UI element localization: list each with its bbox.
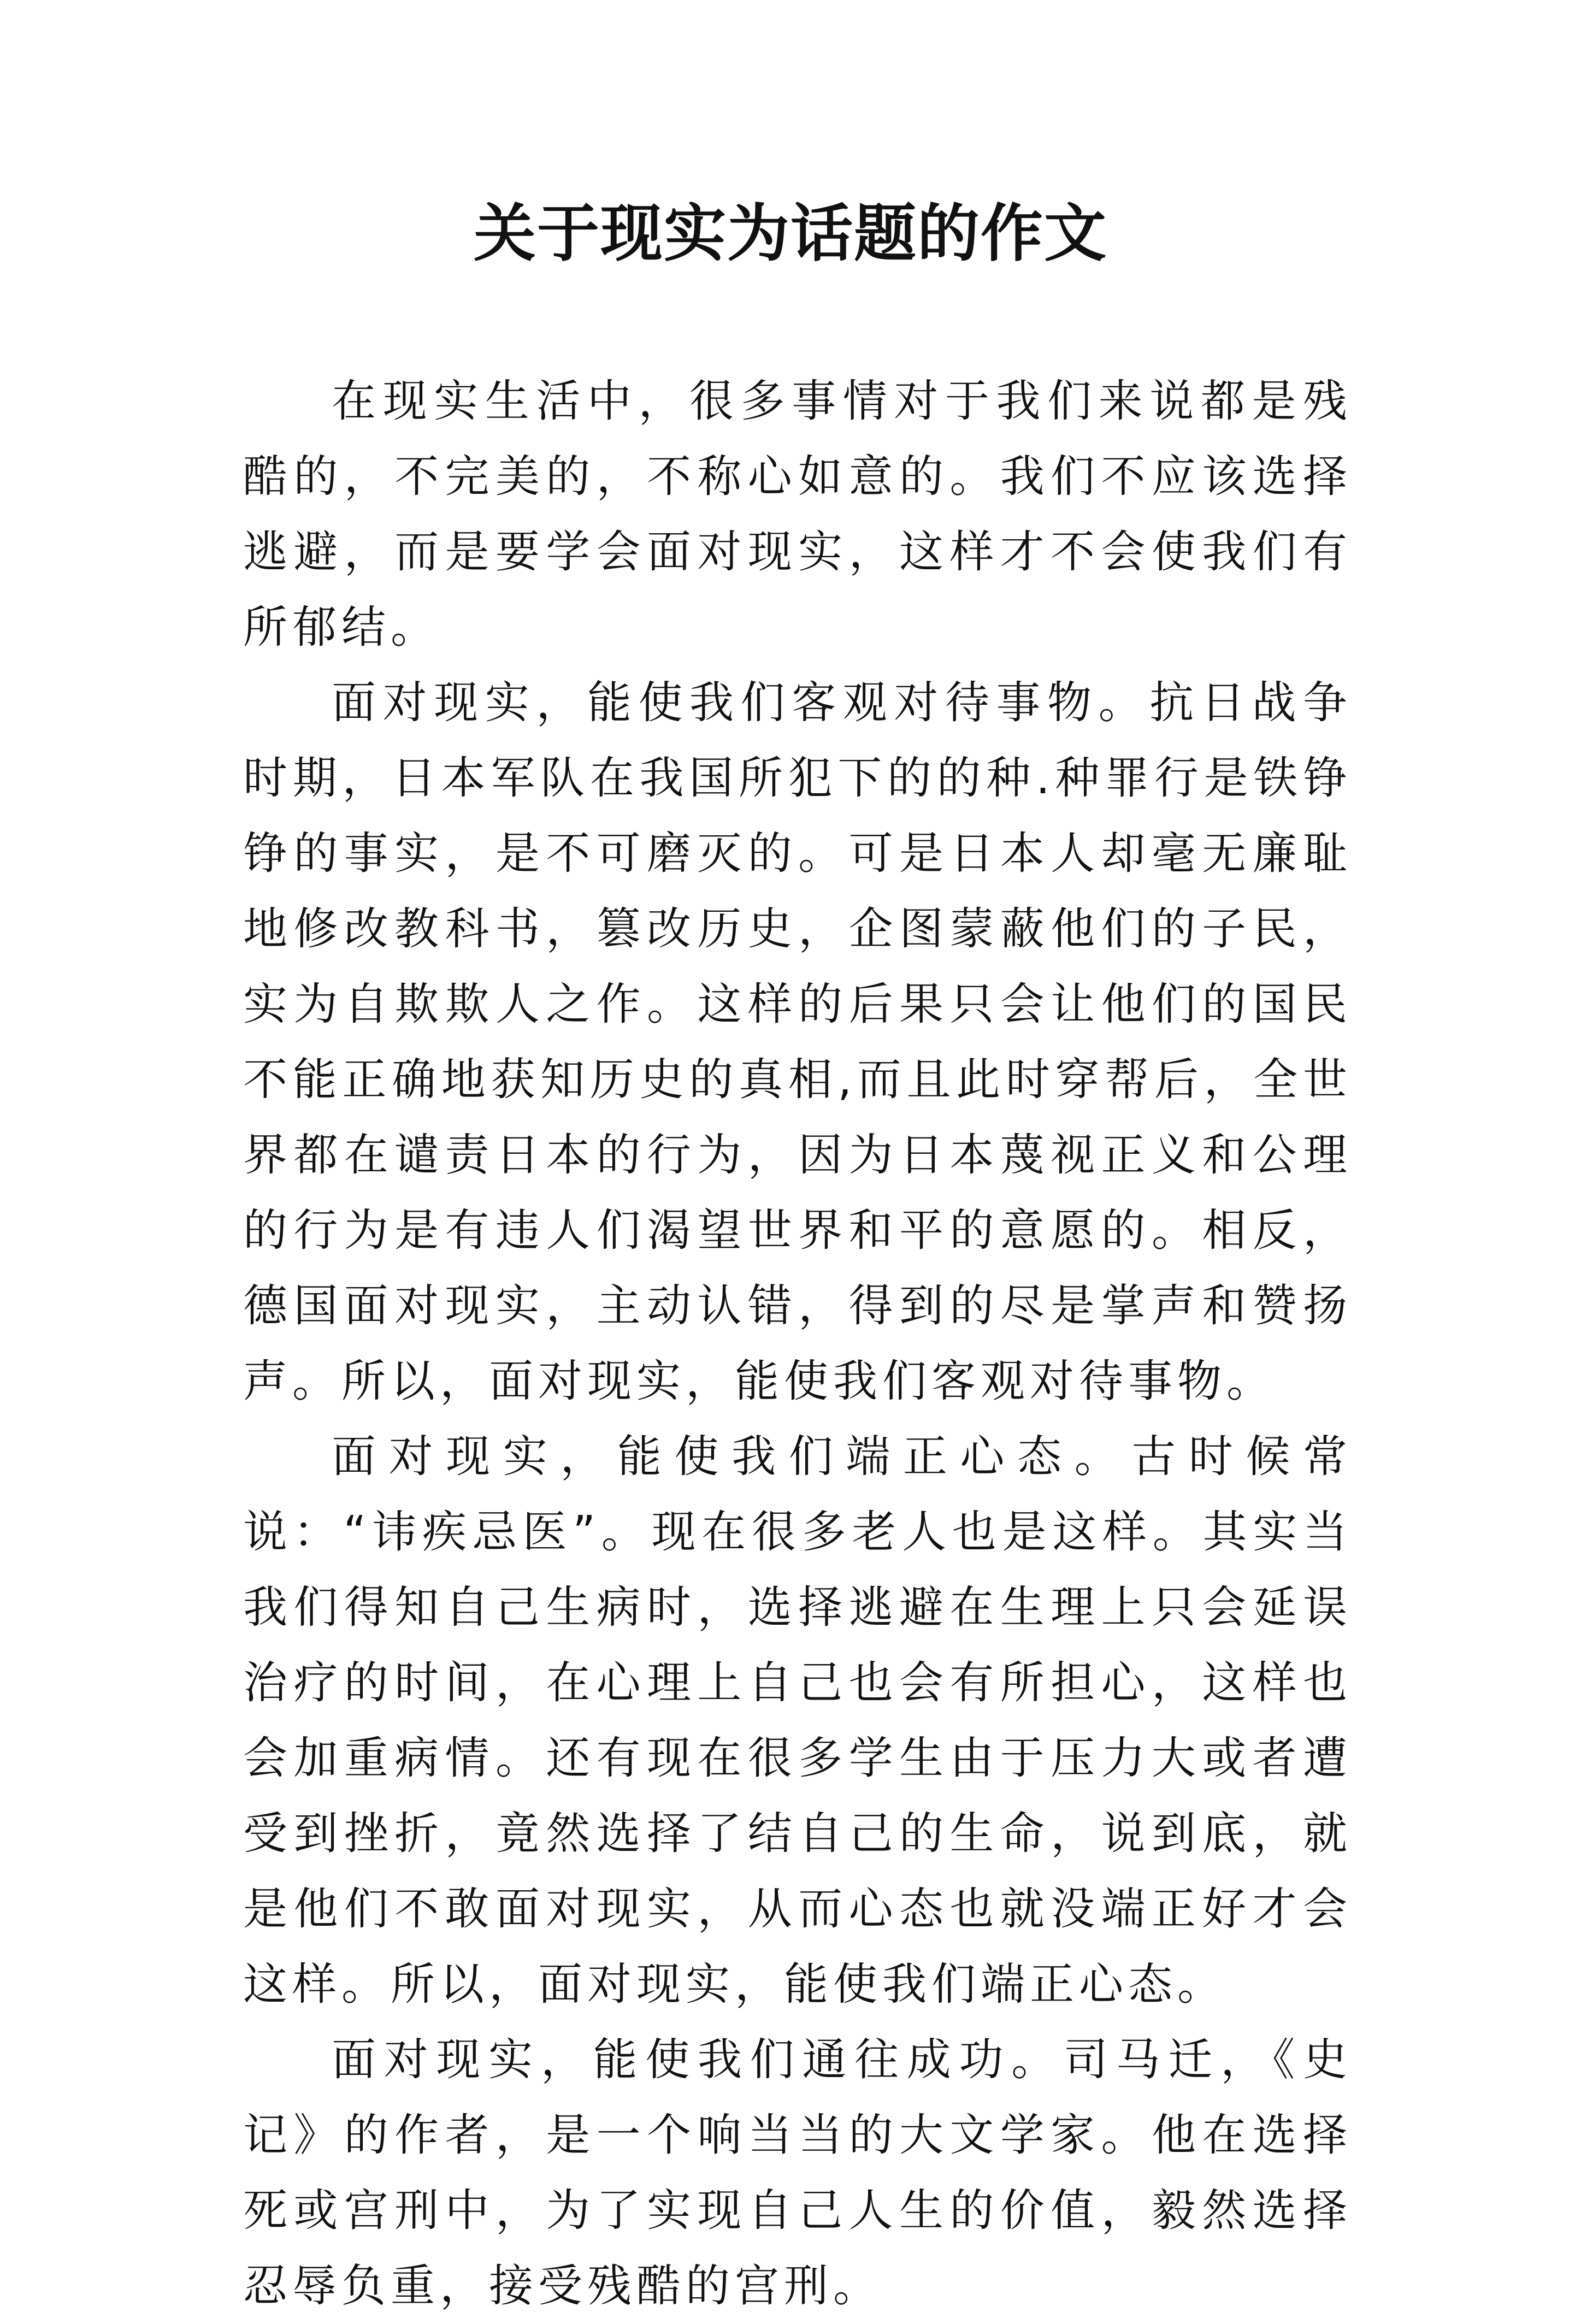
paragraph-objective: 面对现实，能使我们客观对待事物。抗日战争时期，日本军队在我国所犯下的的种.种罪行是铁铮铮的事实，是不可磨灭的。可是日本人却毫无廉耻地修改教科书，篡改历史，企图蒙蔽他们的子民，实为自欺欺人之作。这样的后果只会让他们的国民不能正确地获知历史的真相,而且此时穿帮后，全世界都在谴责日本的行为，因为日本蔑视正义和公理的行为是有违人们渴望世界和平的意愿的。相反，德国面对现实，主动认错，得到的尽是掌声和赞扬声。所以，面对现实，能使我们客观对待事物。 <box>243 677 1352 1407</box>
paragraph-intro: 在现实生活中，很多事情对于我们来说都是残酷的，不完美的，不称心如意的。我们不应该选择逃避，而是要学会面对现实，这样才不会使我们有所郁结。 <box>243 376 1352 653</box>
paragraph-mindset: 面对现实，能使我们端正心态。古时候常说：“讳疾忌医”。现在很多老人也是这样。其实当我们得知自己生病时，选择逃避在生理上只会延误治疗的时间，在心理上自己也会有所担心，这样也会加重病情。还有现在很多学生由于压力大或者遭受到挫折，竟然选择了结自己的生命，说到底，就是他们不敢面对现实，从而心态也就没端正好才会这样。所以，面对现实，能使我们端正心态。 <box>243 1431 1352 2010</box>
document-title: 关于现实为话题的作文 <box>473 197 1107 270</box>
paragraph-success: 面对现实，能使我们通往成功。司马迁，《史记》的作者，是一个响当当的大文学家。他在选择死或宫刑中，为了实现自己人生的价值，毅然选择忍辱负重，接受残酷的宫刑。 <box>243 2034 1352 2312</box>
document-body <box>243 364 1352 2324</box>
